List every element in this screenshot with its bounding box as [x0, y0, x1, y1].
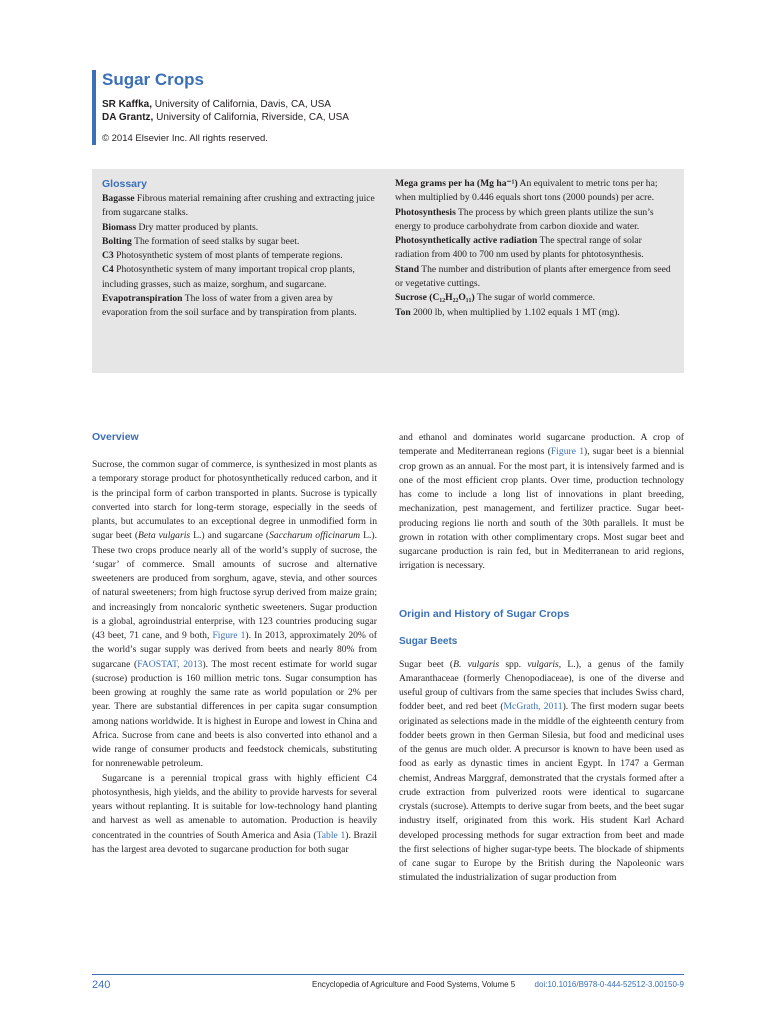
glossary-entry — [102, 263, 375, 292]
glossary-column-right — [395, 177, 674, 365]
glossary-term: Bagasse — [102, 193, 135, 204]
glossary-entry — [102, 249, 375, 263]
page-footer — [92, 978, 684, 992]
body-column-left — [92, 430, 377, 857]
glossary-entry — [102, 292, 375, 321]
subsection-heading-sugar-beets: Sugar Beets — [399, 635, 458, 647]
glossary-term: Bolting — [102, 235, 132, 247]
text-run: ). The first modern sugar beets originated as selections made in the middle of the eighteenth century from fodder beets grown in then German Silesia, but food and medicinal uses of the genus are much older. A precursor is known to have been used as food as early as dynastic times in ancient Egypt. In 1747 a German chemist, Andreas Marggraf, demonstrated that the crystals formed after a crude extraction from pulverized roots were identical to sugarcane crystals (sucrose). Attempts to derive sugar from beets, and the beet sugar industry itself, originated from this work. His student Karl Achard developed processing methods for sugar extraction from beet and made the first selections of higher sugar-type beets. The blockade of shipments of cane sugar to Europe by the British during the Napoleonic wars stimulated the industrialization of sugar production from — [399, 701, 684, 884]
author-line — [102, 111, 492, 124]
footer-divider — [92, 974, 684, 975]
glossary-definition: 2000 lb, when multiplied by 1.102 equals 1 MT (mg). — [410, 306, 620, 318]
author-name: SR Kaffka, — [102, 99, 153, 110]
doi-link[interactable]: doi:10.1016/B978-0-444-52512-3.00150-9 — [534, 980, 684, 989]
text-run: ). The most recent estimate for world sugar (sucrose) production is 160 million metric tons. Sugar consumption has been growing at roughly the same rate as world population or 2% per year. There are substantial differences in per capita sugar consumption among nations worldwide. It is highest in Europe and lowest in China and Africa. Sucrose from cane and beets is also converted into ethanol and a wide range of consumer products and feedstock chemicals, substituting for nonrenewable petroleum. — [92, 658, 378, 770]
glossary-term: Evapotranspiration — [102, 293, 183, 305]
glossary-entry — [395, 306, 674, 320]
glossary-term: C3 — [102, 250, 114, 262]
article-title: Sugar Crops — [102, 70, 205, 89]
glossary-term: C4 — [102, 264, 114, 276]
species-name: Saccharum officinarum — [269, 530, 361, 542]
page-number: 240 — [92, 979, 111, 991]
text-run: Sugar beet ( — [399, 658, 454, 670]
text-run: , L.), a genus of the family Amaranthaceae (formerly Chenopodiaceae), is one of the diverse and useful group of cultivars from the same species that includes Swiss chard, fodder beet, and red beet ( — [399, 658, 684, 713]
text-run: L.). These two crops produce nearly all of the world’s supply of sucrose, the ‘sugar’ of commerce. Small amounts of sucrose and alternative sweeteners are produced from sorghum, agave, stevia, and other sources of natural sweeteners; from high fructose syrup derived from maize grain; and increasingly from noncaloric synthetic sweeteners. Sugar production is a global, agroindustrial enterprise, with 123 countries producing sugar (43 beet, 71 cane, and 9 both, — [92, 530, 377, 641]
glossary-definition: An equivalent to metric tons per ha; when multiplied by 0.446 equals short tons (2000 pounds) per acre. — [395, 178, 658, 204]
text-run: L.) and sugarcane ( — [190, 530, 270, 542]
glossary-entry — [395, 263, 674, 292]
text-run: Sucrose, the common sugar of commerce, is synthesized in most plants as a temporary storage product for photosynthetically reduced carbon, and it is the principal form of carbon transported in plants. Sucrose is typically converted into starch for long-term storage, especially in the seeds of plants, but accumulates to an exceptional degree in unmodified form in sugar beet ( — [92, 459, 377, 542]
glossary-definition: The sugar of world commerce. — [474, 292, 595, 304]
citation-link[interactable]: McGrath, 2011 — [503, 701, 563, 713]
text-run: Sugarcane is a perennial tropical grass with highly efficient C4 photosynthesis, high yields, and the ability to provide harvests for several years without replanting. It is suitable for low-technology hand planting and harvest as well as amenable to automation. Production is heavily concentrated in the countries of South America and Asia ( — [92, 772, 377, 841]
author-affiliation: University of California, Riverside, CA, USA — [153, 112, 349, 123]
glossary-column-left — [102, 177, 375, 365]
glossary-entry — [395, 291, 674, 305]
body-column-right — [399, 431, 684, 886]
glossary-term: Stand — [395, 263, 420, 275]
journal-citation: Encyclopedia of Agriculture and Food Systems, Volume 5 — [312, 980, 516, 989]
glossary-definition: The formation of seed stalks by sugar beet. — [131, 235, 300, 247]
text-run: spp. — [499, 658, 528, 670]
paragraph — [399, 658, 684, 886]
article-header — [92, 70, 492, 145]
glossary-entry — [102, 235, 375, 249]
paragraph — [92, 772, 377, 858]
text-run: ), sugar beet is a biennial crop grown as an annual. For the most part, it is intensively farmed and is one of the most efficient crop plants. Over time, production technology has come to include a long list of innovations in plant breeding, mechanization, pest management, and fertilizer practice. Sugar beet-producing regions lie north and south of the 30th parallels. It must be grown in rotation with other complimentary crops. Most sugar beet and sugarcane production is rain fed, but in Mediterranean to arid regions, irrigation is necessary. — [399, 446, 685, 572]
glossary-definition: The loss of water from a given area by evaporation from the soil surface and by transpiration from plants. — [102, 293, 357, 319]
section-heading-origin: Origin and History of Sugar Crops — [399, 607, 570, 620]
glossary-term: Photosynthetically active radiation — [395, 235, 538, 247]
copyright-notice: © 2014 Elsevier Inc. All rights reserved. — [102, 133, 268, 144]
figure-link[interactable]: Figure 1 — [212, 630, 246, 641]
glossary-entry — [395, 177, 674, 206]
figure-link[interactable]: Figure 1 — [550, 446, 584, 458]
glossary-definition: The number and distribution of plants after emergence from seed or vegetative cuttings. — [395, 263, 671, 290]
glossary-entry — [395, 234, 674, 263]
glossary-term: Biomass — [102, 221, 137, 233]
paragraph — [92, 458, 377, 772]
text-run: ). Brazil has the largest area devoted to sugarcane production for both sugar — [92, 829, 377, 855]
glossary-definition: Fibrous material remaining after crushing and extracting juice from sugarcane stalks. — [102, 193, 375, 219]
glossary-definition: Photosynthetic system of many important tropical crop plants, including grasses, such as maize, sorghum, and sugarcane. — [102, 264, 355, 290]
glossary-entry — [102, 221, 375, 235]
species-name: vulgaris — [527, 658, 559, 670]
author-list — [102, 98, 492, 124]
glossary-definition: The process by which green plants utilize the sun’s energy to produce carbohydrate from carbon dioxide and water. — [395, 206, 654, 232]
glossary-term: Photosynthesis — [395, 206, 456, 218]
glossary-entry — [395, 206, 674, 235]
glossary-title: Glossary — [102, 178, 147, 190]
author-name: DA Grantz, — [102, 112, 154, 123]
paragraph — [399, 431, 684, 574]
species-name: B. vulgaris — [453, 658, 500, 670]
glossary-definition: Photosynthetic system of most plants of temperate regions. — [113, 250, 343, 262]
glossary-definition: The spectral range of solar radiation from 400 to 700 nm used by plants for phtotosynthesis. — [395, 235, 644, 261]
glossary-term: Sucrose (C₁₂H₂₂O₁₁) — [395, 292, 475, 304]
text-run: and ethanol and dominates world sugarcane production. A crop of temperate and Mediterranean regions ( — [399, 432, 684, 458]
glossary-term: Ton — [395, 306, 411, 318]
glossary-box — [92, 169, 684, 373]
species-name: Beta vulgaris — [138, 530, 191, 542]
glossary-entry — [102, 192, 375, 221]
glossary-term: Mega grams per ha (Mg ha⁻¹) — [395, 178, 518, 189]
glossary-definition: Dry matter produced by plants. — [136, 221, 259, 233]
table-link[interactable]: Table 1 — [316, 829, 346, 841]
author-line — [102, 98, 492, 111]
citation-link[interactable]: FAOSTAT, 2013 — [137, 658, 203, 670]
author-affiliation: University of California, Davis, CA, USA — [152, 99, 331, 110]
text-run: ). In 2013, approximately 20% of the world’s sugar supply was derived from beets and nearly 80% from sugarcane ( — [92, 630, 377, 670]
section-heading-overview: Overview — [92, 431, 139, 443]
